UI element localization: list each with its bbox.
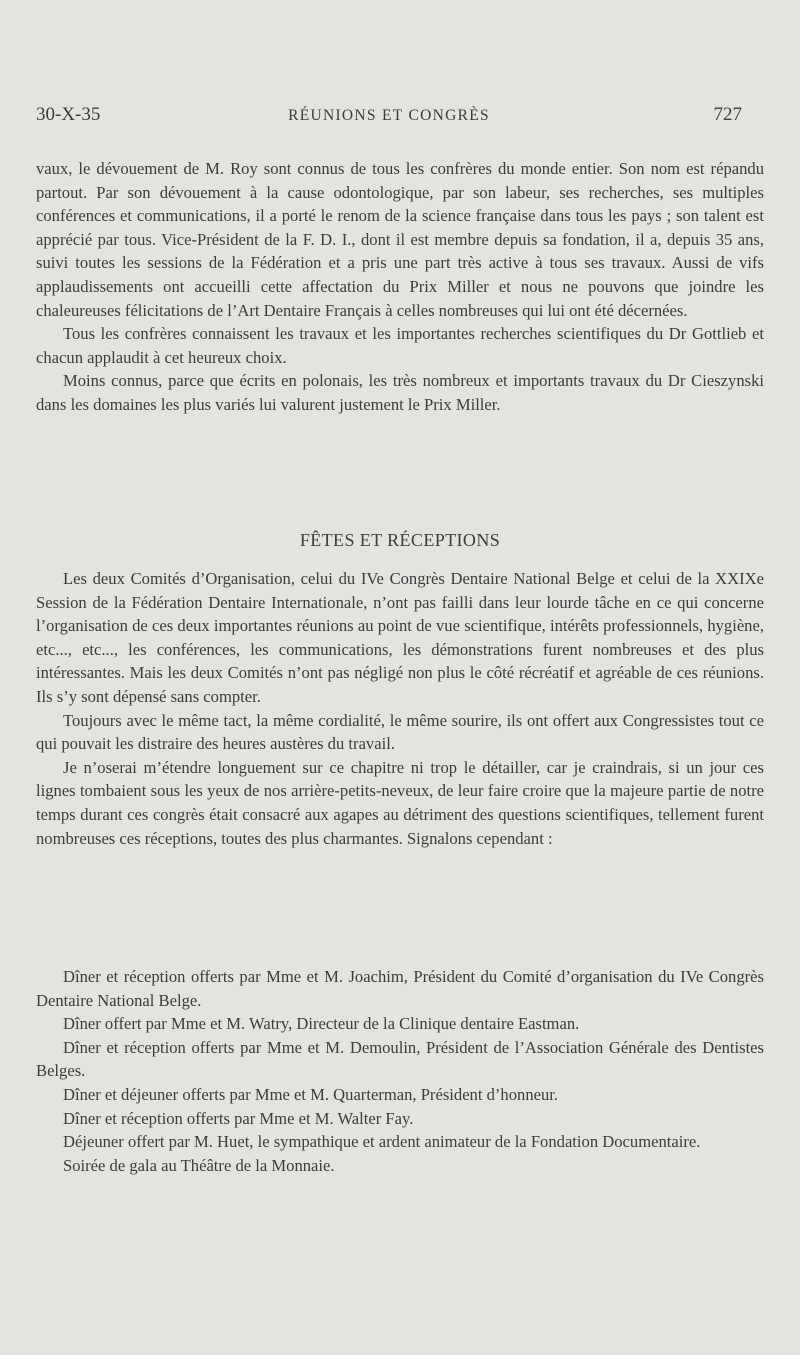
section-title: FÊTES ET RÉCEPTIONS — [299, 530, 501, 550]
list-item: Dîner et réception offerts par Mme et M. Demoulin, Président de l’Association Générale des Dentistes Belges. — [36, 1037, 764, 1081]
paragraph: Les deux Comités d’Organisation, celui du IVe Congrès Dentaire National Belge et celui de la XXIXe Session de la Fédération Dentaire Internationale, n’ont pas failli dans leur lourde tâche en ce qui concerne l’organisation de ces deux importantes réunions au point de vue scientifique, intérêts professionnels, hygiène, etc..., etc..., les conférences, les communications, les démonstrations furent nombreuses et des plus intéressantes. Mais les deux Comités n’ont pas négligé non plus le côté récréatif et agréable de ces réunions. Ils s’y sont dépensé sans compter. — [36, 569, 764, 706]
reception-list — [36, 965, 764, 1177]
list-item: Soirée de gala au Théâtre de la Monnaie. — [63, 1155, 335, 1175]
header-date: 30-X-35 — [36, 104, 101, 125]
header-title: RÉUNIONS ET CONGRÈS — [288, 107, 490, 124]
intro-text — [36, 157, 764, 417]
paragraph: vaux, le dévouement de M. Roy sont connus de tous les confrères du monde entier. Son nom est répandu partout. Par son dévouement à la cause odontologique, par son labeur, ses recherches, ses multiples conférences et communications, il a porté le renom de la science française dans tous les pays ; son talent est apprécié par tous. Vice-Président de la F. D. I., dont il est membre depuis sa fondation, il a, depuis 35 ans, suivi toutes les sessions de la Fédération et a pris une part très active à tous ses travaux. Aussi de vifs applaudissements ont accueilli cette affectation du Prix Miller et nous ne pouvons que joindre les chaleureuses félicitations de l’Art Dentaire Français à celles nombreuses qui lui ont été décernées. — [36, 159, 764, 320]
paragraph: Tous les confrères connaissent les travaux et les importantes recherches scientifiques du Dr Gottlieb et chacun applaudit à cet heureux choix. — [36, 324, 764, 367]
list-item: Dîner et réception offerts par Mme et M. Joachim, Président du Comité d’organisation du IVe Congrès Dentaire National Belge. — [36, 967, 764, 1010]
paragraph: Moins connus, parce que écrits en polonais, les très nombreux et importants travaux du Dr Cieszynski dans les domaines les plus variés lui valurent justement le Prix Miller. — [36, 371, 764, 414]
running-header — [36, 104, 742, 134]
paragraph: Je n’oserai m’étendre longuement sur ce chapitre ni trop le détailler, car je craindrais, si un jour ces lignes tombaient sous les yeux de nos arrière-petits-neveux, de leur faire croire que la majeure partie de notre temps durant ces congrès était consacré aux agapes au détriment des questions scientifiques, tellement furent nombreuses ces réceptions, toutes des plus charmantes. Signalons cependant : — [36, 757, 764, 848]
paragraph: Toujours avec le même tact, la même cordialité, le même sourire, ils ont offert aux Congressistes tout ce qui pouvait les distraire des heures austères du travail. — [36, 710, 764, 754]
list-item: Dîner et déjeuner offerts par Mme et M. Quarterman, Président d’honneur. — [63, 1084, 559, 1104]
list-item: Dîner et réception offerts par Mme et M. Walter Fay. — [63, 1108, 414, 1128]
section-text — [36, 567, 764, 850]
list-item: Déjeuner offert par M. Huet, le sympathique et ardent animateur de la Fondation Documentaire. — [63, 1132, 701, 1152]
page-number: 727 — [713, 104, 742, 125]
list-item: Dîner offert par Mme et M. Watry, Directeur de la Clinique dentaire Eastman. — [63, 1014, 580, 1034]
